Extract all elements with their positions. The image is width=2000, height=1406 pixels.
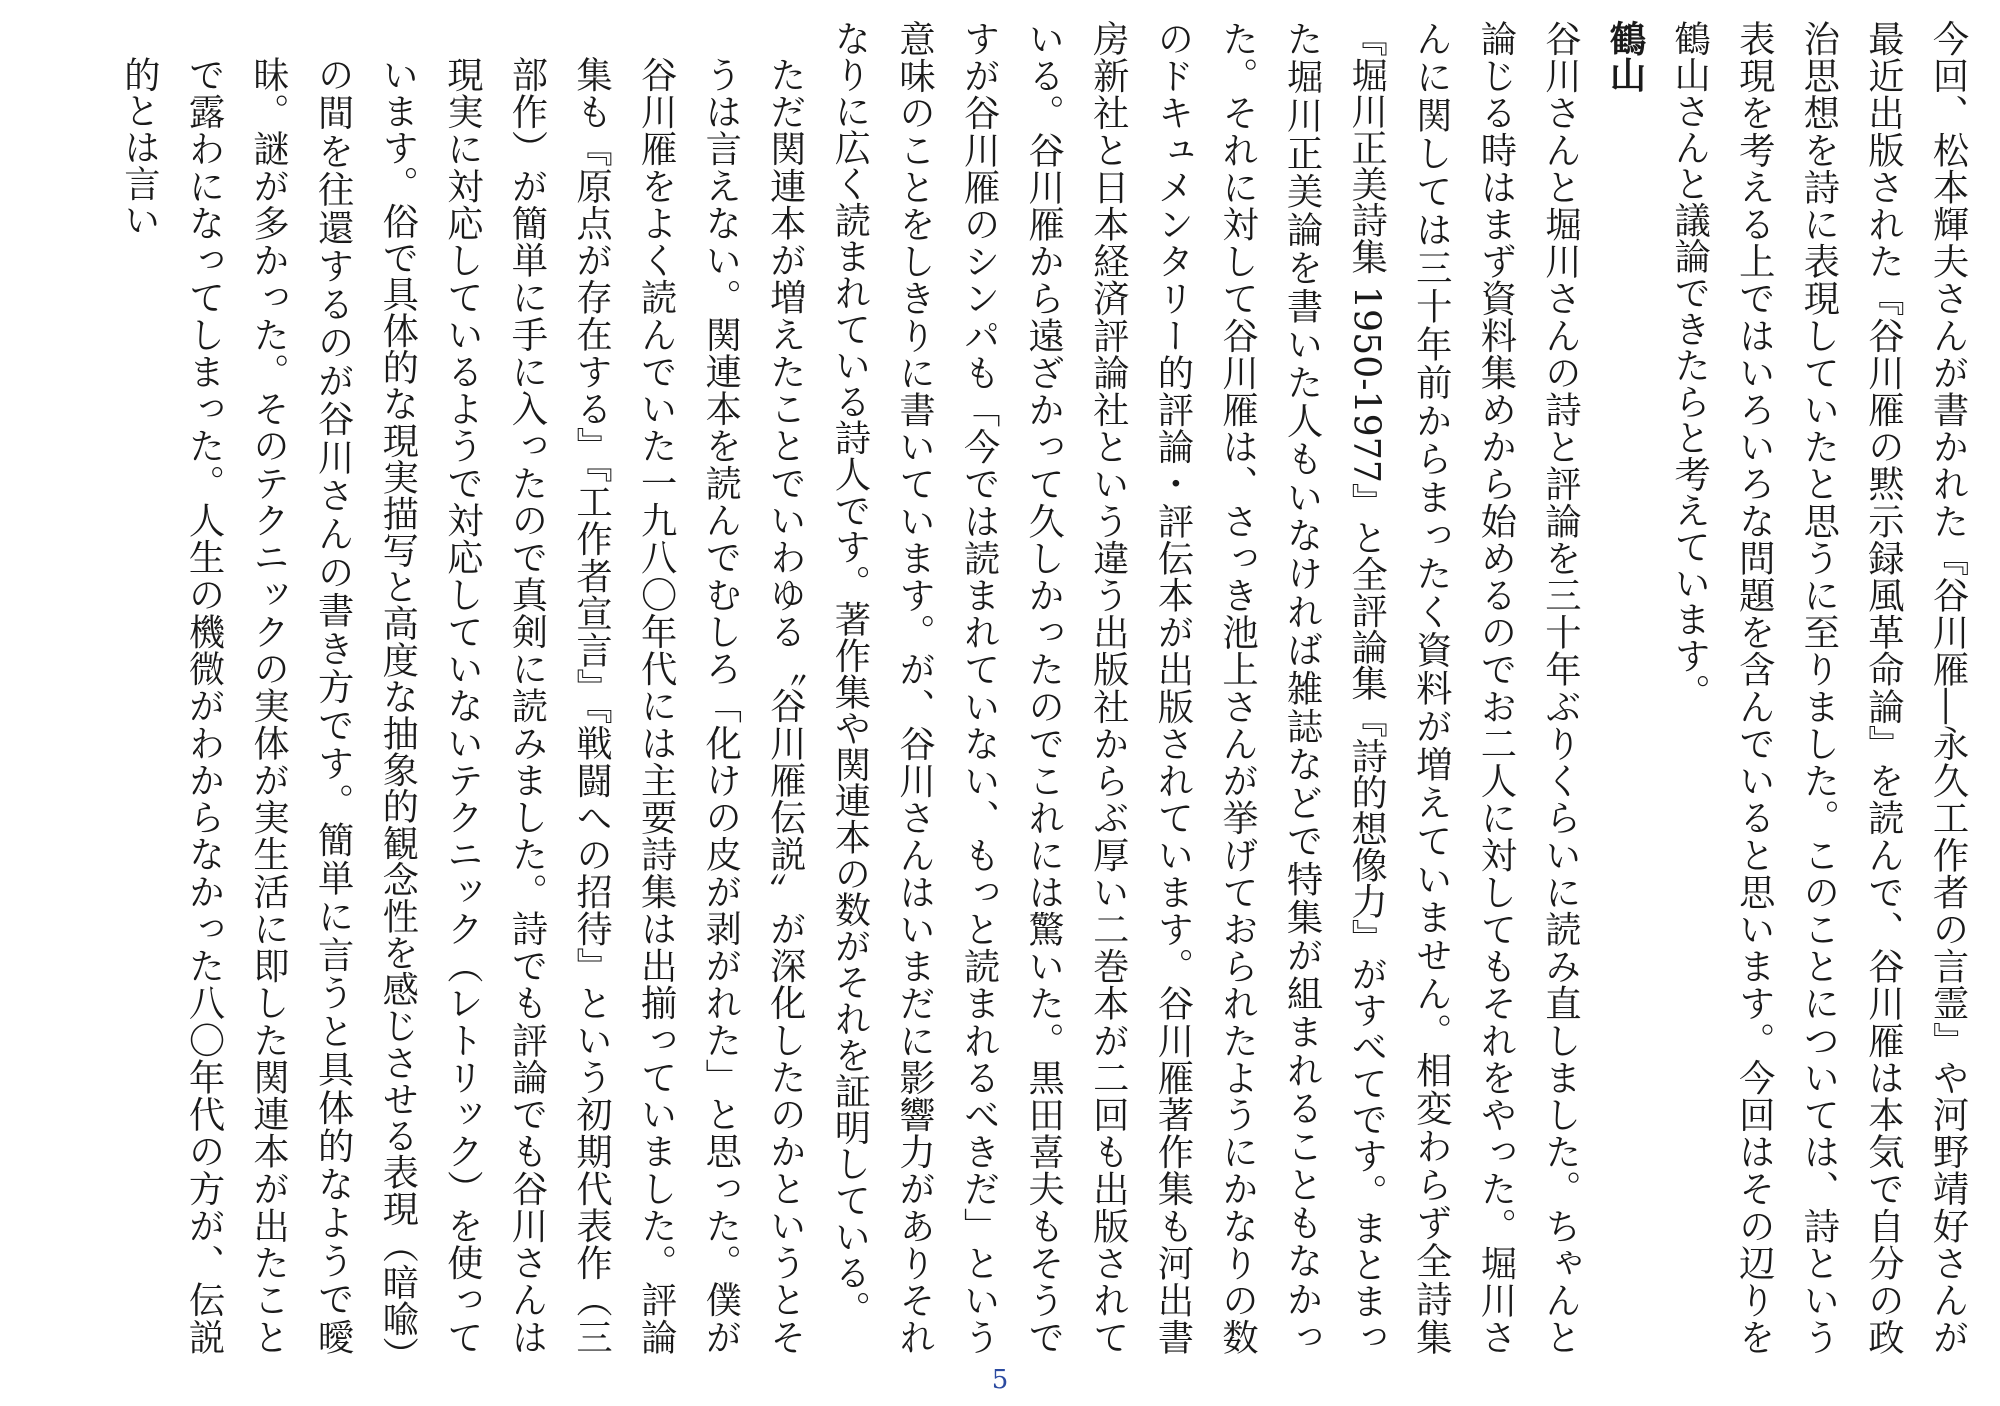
page-number: 5 [991, 1365, 1009, 1395]
paragraph-tsuruyama-1: 谷川さんと堀川さんの詩と評論を三十年ぶりくらいに読み直しました。ちゃんと論じる時はまず資料集めから始めるのでお二人に対してもそれをやった。堀川さんに関しては三十年前からまったく資料が増えていません。相変わらず全詩集『堀川正美詩集 1950-1977』と全評論集『詩的想像力』がすべてです。まとまった堀川正美論を書いた人もいなければ雑誌などで特集が組まれることもなかった。それに対して谷川雁は、さっき池上さんが挙げておられたようにかなりの数のドキュメンタリー的評論・評伝本が出版されています。谷川雁著作集も河出書房新社と日本経済評論社という違う出版社からぶ厚い二巻本が二回も出版されている。谷川雁から遠ざかって久しかったのでこれには驚いた。黒田喜夫もそうですが谷川雁のシンパも「今では読まれていない、もっと読まれるべきだ」という意味のことをしきりに書いています。が、谷川さんはいまだに影響力がありそれなりに広く読まれている詩人です。著作集や関連本の数がそれを証明している。 [828, 20, 1583, 1355]
paragraph-tsuruyama-2: ただ関連本が増えたことでいわゆる〝谷川雁伝説〟が深化したのかというとそうは言えない。関連本を読んでむしろ「化けの皮が剥がれた」と思った。僕が谷川雁をよく読んでいた一九八〇年代には主要詩集は出揃っていました。評論集も『原点が存在する』『工作者宣言』『戦闘への招待』という初期代表作（三部作）が簡単に手に入ったので真剣に読みました。詩でも評論でも谷川さんは現実に対応しているようで対応していないテクニック（レトリック）を使っています。俗で具体的な現実描写と高度な抽象的観念性を感じさせる表現（暗喩）の間を往還するのが谷川さんの書き方です。簡単に言うと具体的なようで曖昧。謎が多かった。そのテクニックの実体が実生活に即した関連本が出たことで露わになってしまった。人生の機微がわからなかった八〇年代の方が、伝説的とは言い [118, 56, 808, 1355]
vertical-text-block [20, 20, 1980, 1355]
speaker-label: 鶴山 [1604, 20, 1648, 93]
paragraph-ikegami-intro: 今回、松本輝夫さんが書かれた『谷川雁―永久工作者の言霊』や河野靖好さんが最近出版された『谷川雁の黙示録風革命論』を読んで、谷川雁は本気で自分の政治思想を詩に表現していたと思うに至りました。このことについては、詩という表現を考える上ではいろいろな問題を含んでいると思います。今回はその辺りを鶴山さんと議論できたらと考えています。 [1668, 20, 1970, 1355]
